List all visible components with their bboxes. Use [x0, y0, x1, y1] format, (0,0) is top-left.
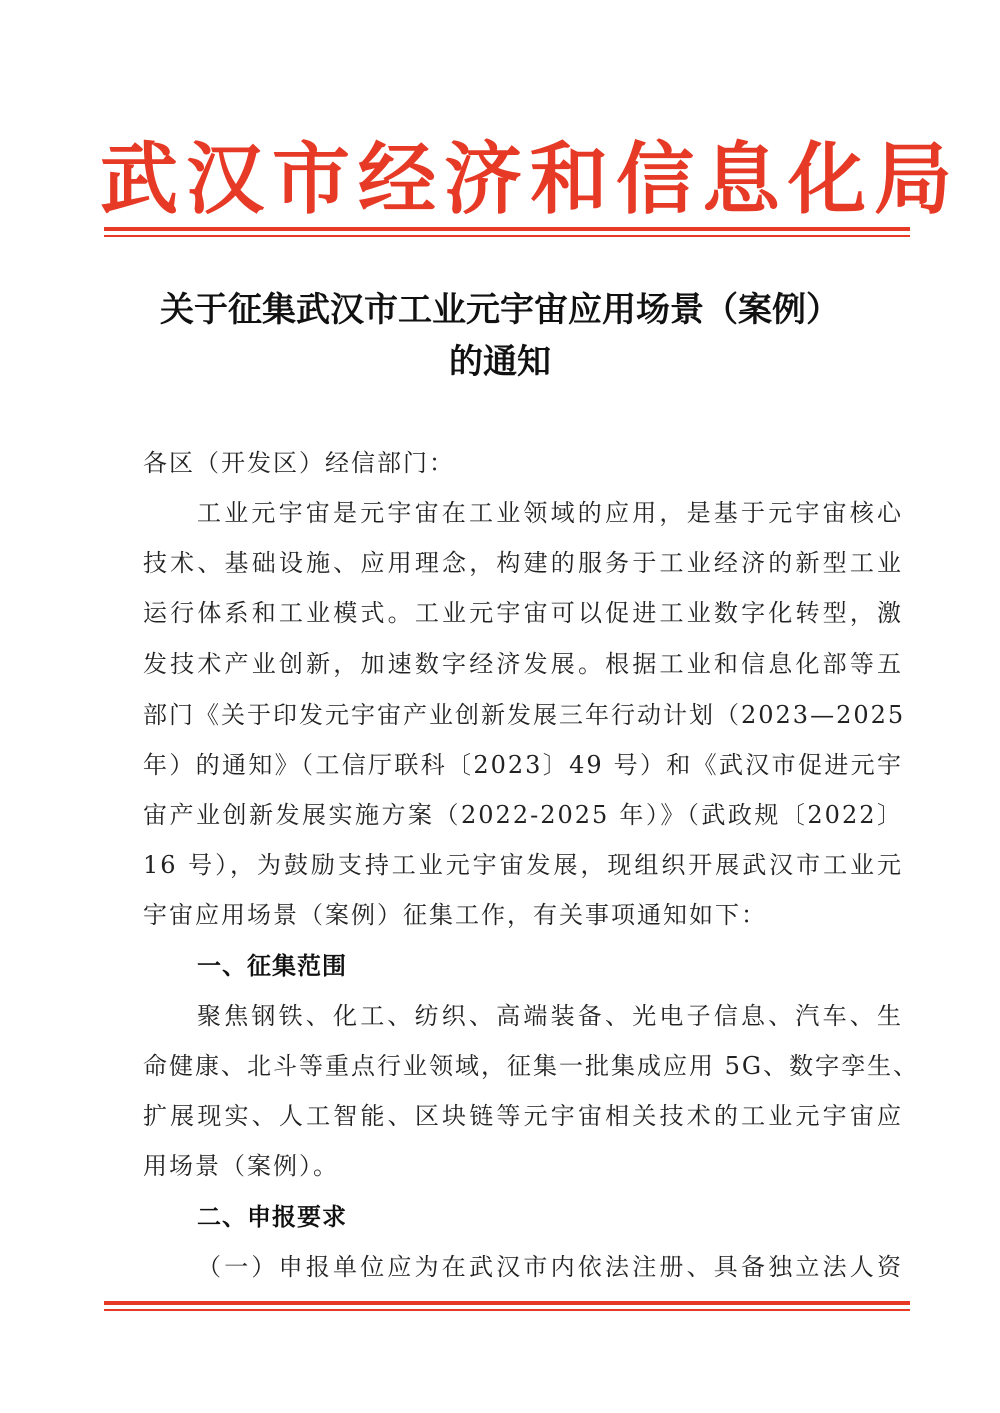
notice-title-line-1: 关于征集武汉市工业元宇宙应用场景（案例） [160, 290, 840, 330]
footer-rule-thin [104, 1309, 910, 1311]
body-line: 工业元宇宙是元宇宙在工业领域的应用，是基于元宇宙核心 [197, 499, 903, 527]
section-line: 扩展现实、人工智能、区块链等元宇宙相关技术的工业元宇宙应 [143, 1102, 903, 1130]
footer-rule-thick [104, 1301, 910, 1305]
body-line: 宙产业创新发展实施方案（2022-2025 年）》（武政规〔2022〕 [143, 801, 903, 829]
notice-title-line-2: 的通知 [449, 342, 551, 382]
section-heading-scope: 一、征集范围 [197, 952, 347, 980]
section-line: 用场景（案例）。 [143, 1152, 339, 1180]
addressee: 各区（开发区）经信部门： [143, 449, 455, 477]
body-line: 部门《关于印发元宇宙产业创新发展三年行动计划（2023—2025 [143, 701, 906, 729]
header-rule-thick [104, 227, 910, 231]
body-line: 技术、基础设施、应用理念，构建的服务于工业经济的新型工业 [143, 549, 903, 577]
body-line: 发技术产业创新，加速数字经济发展。根据工业和信息化部等五 [143, 650, 903, 678]
body-line: 16 号），为鼓励支持工业元宇宙发展，现组织开展武汉市工业元 [143, 851, 903, 879]
section-line: 聚焦钢铁、化工、纺织、高端装备、光电子信息、汽车、生 [197, 1002, 903, 1030]
section-heading-requirements: 二、申报要求 [197, 1203, 347, 1231]
body-line: 运行体系和工业模式。工业元宇宙可以促进工业数字化转型，激 [143, 599, 903, 627]
body-line: 年）的通知》（工信厅联科〔2023〕49 号）和《武汉市促进元宇 [143, 751, 903, 779]
section-line: 命健康、北斗等重点行业领域，征集一批集成应用 5G、数字孪生、 [143, 1052, 920, 1080]
header-rule-thin [104, 235, 910, 237]
section-line: （一）申报单位应为在武汉市内依法注册、具备独立法人资 [197, 1253, 903, 1281]
organization-header: 武汉市经济和信息化局 [100, 134, 961, 225]
body-line: 宇宙应用场景（案例）征集工作，有关事项通知如下： [143, 901, 767, 929]
